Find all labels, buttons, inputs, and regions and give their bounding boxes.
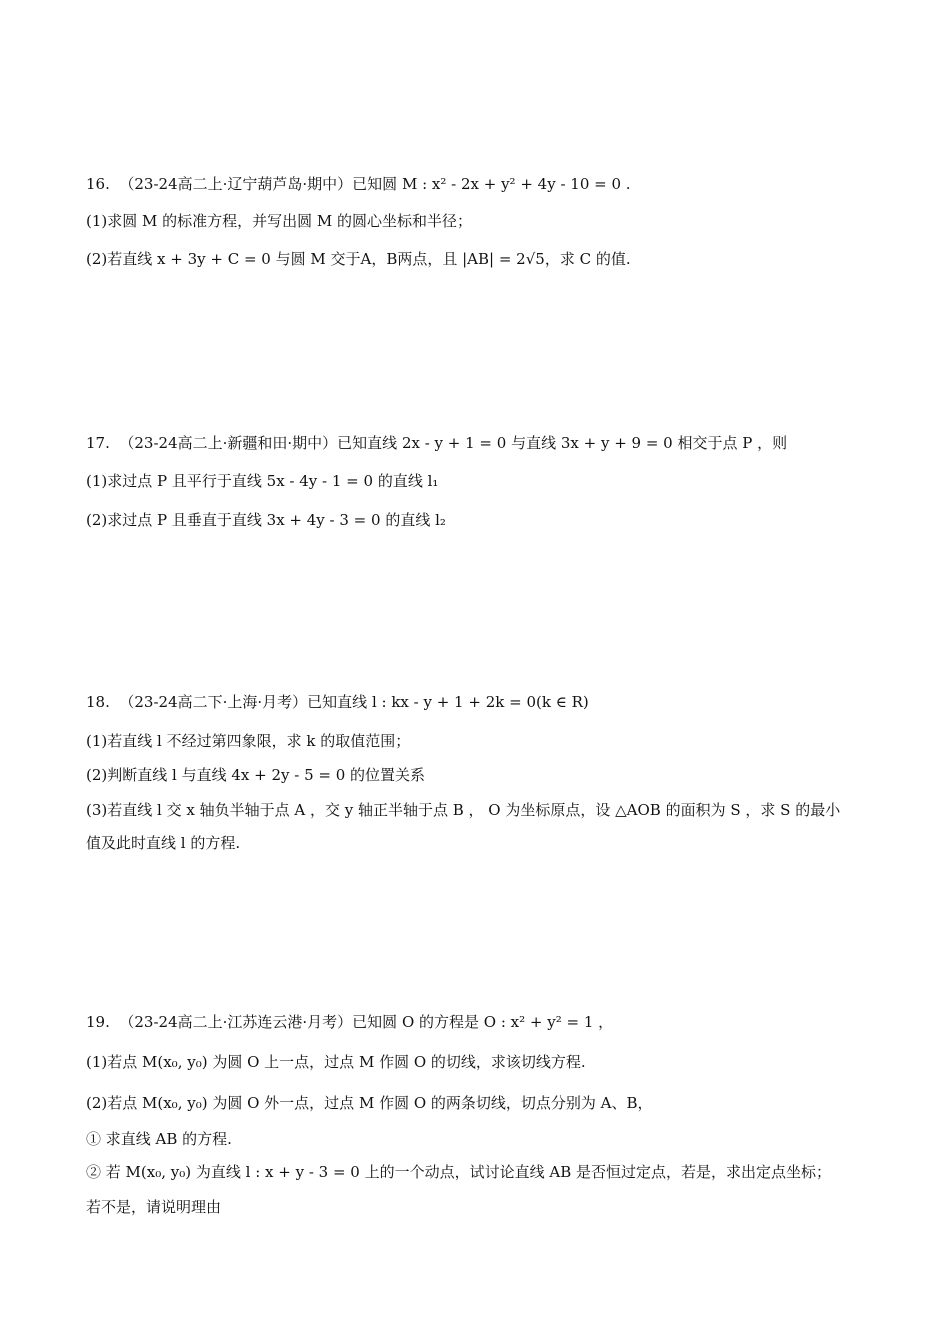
problem-19-line-6: 若不是，请说明理由 (86, 1198, 222, 1216)
problem-19-line-2: (1)若点 M(x₀, y₀) 为圆 O 上一点，过点 M 作圆 O 的切线，求该切线方程. (86, 1053, 586, 1071)
problem-16-line-2: (1)求圆 M 的标准方程，并写出圆 M 的圆心坐标和半径； (86, 212, 473, 230)
problem-18-line-2: (1)若直线 l 不经过第四象限，求 k 的取值范围； (86, 732, 411, 750)
problem-18-line-1: 18. （23-24高二下·上海·月考）已知直线 l : kx - y + 1 + 2k = 0(k ∈ R) (86, 693, 589, 711)
problem-19-line-5: ② 若 M(x₀, y₀) 为直线 l : x + y - 3 = 0 上的一个动点，试讨论直线 AB 是否恒过定点，若是，求出定点坐标； (86, 1163, 832, 1181)
problem-18-line-3: (2)判断直线 l 与直线 4x + 2y - 5 = 0 的位置关系 (86, 766, 426, 784)
problem-16-line-1: 16. （23-24高二上·辽宁葫芦岛·期中）已知圆 M : x² - 2x + y² + 4y - 10 = 0 . (86, 175, 631, 193)
problem-19-line-4: ① 求直线 AB 的方程. (86, 1130, 232, 1148)
problem-16-line-3: (2)若直线 x + 3y + C = 0 与圆 M 交于A，B两点，且 |AB| = 2√5，求 C 的值. (86, 250, 631, 268)
problem-19-line-1: 19. （23-24高二上·江苏连云港·月考）已知圆 O 的方程是 O : x² + y² = 1 ， (86, 1013, 614, 1031)
problem-17-line-2: (1)求过点 P 且平行于直线 5x - 4y - 1 = 0 的直线 l₁ (86, 472, 439, 490)
problem-19-line-3: (2)若点 M(x₀, y₀) 为圆 O 外一点，过点 M 作圆 O 的两条切线，切点分别为 A、B， (86, 1094, 653, 1112)
problem-17-line-3: (2)求过点 P 且垂直于直线 3x + 4y - 3 = 0 的直线 l₂ (86, 511, 446, 529)
problem-17-line-1: 17. （23-24高二上·新疆和田·期中）已知直线 2x - y + 1 = 0 与直线 3x + y + 9 = 0 相交于点 P ，则 (86, 434, 788, 452)
problem-18-line-5: 值及此时直线 l 的方程. (86, 834, 241, 852)
problem-18-line-4: (3)若直线 l 交 x 轴负半轴于点 A ，交 y 轴正半轴于点 B ， O 为坐标原点，设 △AOB 的面积为 S ，求 S 的最小 (86, 801, 841, 819)
